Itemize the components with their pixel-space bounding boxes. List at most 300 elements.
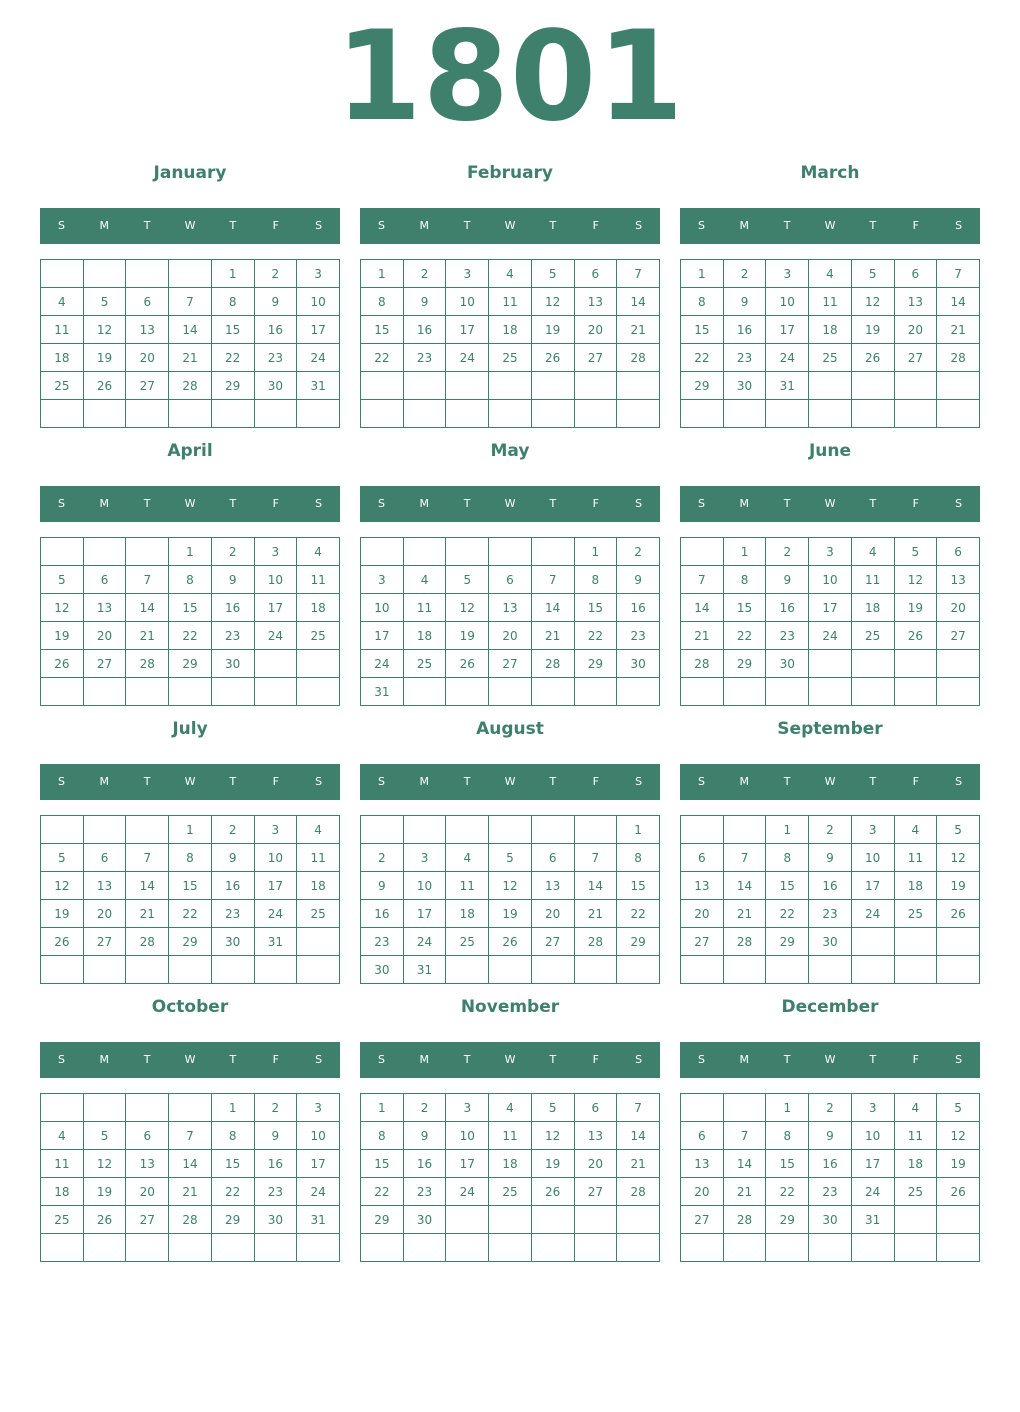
day-cell: 23	[809, 1178, 852, 1206]
day-cell: 14	[617, 288, 660, 316]
day-cell	[446, 678, 489, 706]
weekday-label: S	[315, 1053, 323, 1066]
day-cell: 8	[361, 288, 404, 316]
day-cell: 29	[723, 650, 766, 678]
day-cell: 14	[126, 872, 169, 900]
day-cell: 15	[617, 872, 660, 900]
day-cell: 7	[531, 566, 574, 594]
month-name: September	[777, 719, 883, 739]
day-cell: 7	[681, 566, 724, 594]
day-cell: 31	[766, 372, 809, 400]
day-cell	[41, 538, 84, 566]
day-cell: 13	[681, 872, 724, 900]
day-cell	[446, 538, 489, 566]
day-cell: 13	[574, 288, 617, 316]
day-cell: 3	[403, 844, 446, 872]
day-cell	[126, 678, 169, 706]
day-cell: 7	[169, 1122, 212, 1150]
weekday-label: F	[912, 497, 919, 510]
day-cell: 3	[297, 1094, 340, 1122]
day-cell: 26	[83, 372, 126, 400]
day-cell: 25	[446, 928, 489, 956]
day-cell: 29	[211, 1206, 254, 1234]
day-cell	[681, 956, 724, 984]
week-row	[681, 928, 980, 956]
weekday-label: F	[912, 775, 919, 788]
day-cell: 11	[894, 844, 937, 872]
day-cell: 28	[126, 928, 169, 956]
day-cell: 3	[254, 816, 297, 844]
day-cell	[211, 1234, 254, 1262]
week-row	[41, 594, 340, 622]
day-cell	[894, 956, 937, 984]
day-cell: 13	[489, 594, 532, 622]
day-cell: 4	[894, 1094, 937, 1122]
week-row	[681, 1150, 980, 1178]
weekday-label: W	[824, 497, 836, 510]
day-cell	[41, 956, 84, 984]
day-cell	[126, 1094, 169, 1122]
day-cell: 23	[617, 622, 660, 650]
day-cell: 11	[489, 1122, 532, 1150]
day-cell: 21	[169, 1178, 212, 1206]
day-cell: 27	[126, 372, 169, 400]
day-cell	[937, 372, 980, 400]
day-cell	[937, 678, 980, 706]
day-cell: 24	[403, 928, 446, 956]
week-row	[41, 1150, 340, 1178]
day-cell: 25	[894, 900, 937, 928]
day-cell	[574, 678, 617, 706]
day-cell: 30	[254, 372, 297, 400]
day-cell	[681, 1094, 724, 1122]
day-cell: 4	[403, 566, 446, 594]
day-cell	[489, 1234, 532, 1262]
day-grid	[40, 259, 340, 428]
day-cell: 23	[361, 928, 404, 956]
month-name: January	[153, 163, 227, 183]
weekday-label: T	[549, 1053, 557, 1066]
week-row	[361, 1150, 660, 1178]
week-row	[361, 650, 660, 678]
day-cell: 13	[531, 872, 574, 900]
day-cell: 2	[403, 260, 446, 288]
week-row	[681, 1178, 980, 1206]
weekday-label: S	[955, 497, 963, 510]
day-cell: 29	[361, 1206, 404, 1234]
day-cell: 4	[809, 260, 852, 288]
day-cell	[254, 956, 297, 984]
week-row	[41, 288, 340, 316]
day-cell: 27	[681, 1206, 724, 1234]
day-cell: 24	[851, 900, 894, 928]
day-cell: 1	[723, 538, 766, 566]
day-cell: 25	[403, 650, 446, 678]
day-cell: 27	[489, 650, 532, 678]
weekday-label: M	[419, 1053, 430, 1066]
weekday-label: W	[504, 497, 516, 510]
day-cell: 27	[83, 928, 126, 956]
day-cell: 9	[617, 566, 660, 594]
day-cell	[169, 678, 212, 706]
day-cell: 30	[211, 928, 254, 956]
day-cell: 19	[851, 316, 894, 344]
day-cell	[851, 928, 894, 956]
day-cell: 19	[489, 900, 532, 928]
day-cell: 1	[766, 1094, 809, 1122]
day-cell: 2	[211, 816, 254, 844]
weekday-header	[40, 764, 340, 800]
day-cell	[681, 400, 724, 428]
day-cell: 31	[297, 1206, 340, 1234]
day-cell	[489, 956, 532, 984]
day-grid	[680, 815, 980, 984]
day-cell: 7	[723, 1122, 766, 1150]
day-cell	[531, 372, 574, 400]
day-cell	[361, 1234, 404, 1262]
day-cell: 22	[361, 344, 404, 372]
day-cell	[894, 372, 937, 400]
day-cell: 29	[574, 650, 617, 678]
day-cell: 2	[403, 1094, 446, 1122]
day-cell: 28	[723, 1206, 766, 1234]
day-cell: 3	[766, 260, 809, 288]
day-cell: 2	[254, 1094, 297, 1122]
weekday-label: T	[869, 219, 877, 232]
day-cell: 9	[403, 1122, 446, 1150]
week-row	[41, 1094, 340, 1122]
week-row	[361, 900, 660, 928]
day-cell: 13	[937, 566, 980, 594]
day-cell: 9	[254, 288, 297, 316]
weekday-header	[40, 1042, 340, 1078]
day-cell	[254, 1234, 297, 1262]
day-cell: 3	[851, 816, 894, 844]
day-cell: 20	[681, 1178, 724, 1206]
weekday-label: S	[697, 219, 705, 232]
day-cell: 4	[851, 538, 894, 566]
week-row	[41, 566, 340, 594]
day-cell	[531, 816, 574, 844]
day-cell	[681, 678, 724, 706]
day-cell	[723, 1094, 766, 1122]
day-cell: 18	[446, 900, 489, 928]
weekday-label: F	[272, 219, 279, 232]
day-cell: 6	[126, 1122, 169, 1150]
weekday-label: F	[912, 1053, 919, 1066]
day-cell: 31	[361, 678, 404, 706]
day-grid	[680, 537, 980, 706]
day-cell	[937, 928, 980, 956]
day-cell: 3	[851, 1094, 894, 1122]
day-cell: 20	[83, 900, 126, 928]
day-cell: 14	[531, 594, 574, 622]
day-cell: 16	[723, 316, 766, 344]
weekday-header	[40, 208, 340, 244]
day-cell: 28	[681, 650, 724, 678]
day-cell: 8	[169, 844, 212, 872]
day-cell	[617, 678, 660, 706]
day-cell: 25	[489, 1178, 532, 1206]
day-cell	[254, 400, 297, 428]
day-cell: 9	[361, 872, 404, 900]
weekday-label: T	[143, 497, 151, 510]
weekday-label: S	[697, 775, 705, 788]
day-cell: 5	[41, 566, 84, 594]
weekday-label: S	[377, 219, 385, 232]
day-cell: 23	[403, 344, 446, 372]
weekday-header	[40, 486, 340, 522]
weekday-label: F	[272, 1053, 279, 1066]
day-cell: 28	[723, 928, 766, 956]
week-row	[681, 650, 980, 678]
day-cell	[211, 956, 254, 984]
day-cell: 16	[254, 1150, 297, 1178]
weekday-label: M	[739, 219, 750, 232]
weekday-label: F	[912, 219, 919, 232]
week-row	[41, 622, 340, 650]
day-cell: 30	[361, 956, 404, 984]
day-cell: 7	[617, 260, 660, 288]
day-cell	[681, 1234, 724, 1262]
day-cell	[41, 1234, 84, 1262]
day-cell: 27	[126, 1206, 169, 1234]
day-cell	[531, 1206, 574, 1234]
day-cell: 25	[41, 372, 84, 400]
day-cell	[126, 260, 169, 288]
weekday-label: S	[57, 1053, 65, 1066]
day-grid	[680, 1093, 980, 1262]
day-cell: 24	[851, 1178, 894, 1206]
day-cell	[617, 1234, 660, 1262]
week-row	[681, 872, 980, 900]
week-row	[361, 1178, 660, 1206]
day-cell: 2	[809, 816, 852, 844]
day-cell	[723, 956, 766, 984]
day-cell	[531, 1234, 574, 1262]
weekday-header	[680, 486, 980, 522]
day-cell: 7	[126, 844, 169, 872]
day-cell: 6	[574, 1094, 617, 1122]
day-cell: 9	[211, 566, 254, 594]
weekday-label: T	[463, 497, 471, 510]
weekday-header	[360, 764, 660, 800]
day-cell: 31	[254, 928, 297, 956]
day-cell	[41, 816, 84, 844]
day-cell: 23	[211, 622, 254, 650]
day-cell	[446, 1206, 489, 1234]
weekday-label: M	[739, 775, 750, 788]
week-row	[41, 1178, 340, 1206]
day-cell: 28	[531, 650, 574, 678]
day-cell: 21	[723, 1178, 766, 1206]
day-cell	[169, 1234, 212, 1262]
day-cell: 25	[297, 622, 340, 650]
month-name: April	[167, 441, 213, 461]
week-row	[41, 1122, 340, 1150]
day-cell: 19	[446, 622, 489, 650]
day-cell	[894, 400, 937, 428]
day-cell: 3	[446, 1094, 489, 1122]
day-grid	[360, 1093, 660, 1262]
weekday-header	[680, 208, 980, 244]
weekday-label: T	[549, 775, 557, 788]
week-row	[361, 872, 660, 900]
day-grid	[360, 537, 660, 706]
day-cell: 13	[83, 594, 126, 622]
day-cell: 24	[446, 1178, 489, 1206]
week-row	[681, 538, 980, 566]
day-cell: 8	[169, 566, 212, 594]
day-cell: 21	[126, 622, 169, 650]
day-cell: 9	[403, 288, 446, 316]
day-cell: 28	[617, 1178, 660, 1206]
year-title: 1801	[335, 5, 685, 149]
day-cell: 17	[361, 622, 404, 650]
day-cell: 15	[766, 872, 809, 900]
day-cell: 14	[574, 872, 617, 900]
day-cell: 14	[681, 594, 724, 622]
day-grid	[360, 815, 660, 984]
week-row	[681, 1234, 980, 1262]
day-cell	[211, 400, 254, 428]
day-cell: 20	[126, 1178, 169, 1206]
day-cell: 18	[403, 622, 446, 650]
day-cell	[531, 678, 574, 706]
week-row	[681, 844, 980, 872]
day-grid	[360, 259, 660, 428]
day-cell: 29	[766, 1206, 809, 1234]
day-cell	[41, 678, 84, 706]
weekday-label: S	[635, 219, 643, 232]
day-cell: 8	[211, 1122, 254, 1150]
day-cell: 19	[531, 1150, 574, 1178]
day-cell	[83, 400, 126, 428]
weekday-label: S	[57, 497, 65, 510]
weekday-label: F	[592, 219, 599, 232]
day-cell: 17	[446, 1150, 489, 1178]
day-cell	[809, 650, 852, 678]
day-cell	[489, 678, 532, 706]
week-row	[681, 400, 980, 428]
weekday-label: W	[504, 1053, 516, 1066]
day-cell: 27	[574, 1178, 617, 1206]
day-cell: 6	[489, 566, 532, 594]
day-cell: 14	[169, 316, 212, 344]
weekday-label: W	[184, 497, 196, 510]
week-row	[361, 816, 660, 844]
weekday-label: F	[592, 497, 599, 510]
day-cell: 11	[403, 594, 446, 622]
day-cell: 20	[489, 622, 532, 650]
day-cell	[723, 1234, 766, 1262]
week-row	[681, 594, 980, 622]
day-cell: 15	[169, 872, 212, 900]
day-cell: 1	[169, 538, 212, 566]
day-cell	[41, 1094, 84, 1122]
day-cell	[809, 372, 852, 400]
day-cell: 11	[894, 1122, 937, 1150]
day-cell	[489, 400, 532, 428]
day-cell: 13	[681, 1150, 724, 1178]
weekday-label: S	[635, 775, 643, 788]
weekday-header	[680, 1042, 980, 1078]
day-cell: 22	[766, 900, 809, 928]
weekday-label: T	[549, 497, 557, 510]
day-cell: 4	[41, 288, 84, 316]
day-cell	[809, 956, 852, 984]
day-cell: 20	[937, 594, 980, 622]
week-row	[361, 622, 660, 650]
day-cell: 5	[531, 260, 574, 288]
day-cell: 5	[937, 816, 980, 844]
month-name: February	[466, 163, 554, 183]
weekday-label: M	[419, 219, 430, 232]
week-row	[681, 956, 980, 984]
day-cell: 29	[681, 372, 724, 400]
day-cell: 31	[403, 956, 446, 984]
day-cell: 2	[254, 260, 297, 288]
day-cell: 6	[894, 260, 937, 288]
day-cell: 24	[446, 344, 489, 372]
day-cell	[617, 372, 660, 400]
day-cell: 8	[211, 288, 254, 316]
day-cell	[937, 650, 980, 678]
day-cell: 24	[809, 622, 852, 650]
day-cell	[894, 928, 937, 956]
day-cell: 24	[297, 344, 340, 372]
day-cell: 25	[809, 344, 852, 372]
day-cell: 15	[766, 1150, 809, 1178]
day-cell: 1	[574, 538, 617, 566]
day-cell	[297, 956, 340, 984]
day-cell: 14	[723, 872, 766, 900]
day-cell: 12	[83, 1150, 126, 1178]
day-cell: 1	[361, 1094, 404, 1122]
day-cell: 18	[809, 316, 852, 344]
day-cell: 24	[254, 900, 297, 928]
day-cell: 7	[574, 844, 617, 872]
day-cell: 15	[723, 594, 766, 622]
weekday-label: S	[697, 497, 705, 510]
day-cell	[574, 956, 617, 984]
day-cell	[574, 1206, 617, 1234]
week-row	[361, 566, 660, 594]
week-row	[41, 956, 340, 984]
day-cell	[446, 400, 489, 428]
day-cell: 11	[297, 844, 340, 872]
day-cell	[403, 400, 446, 428]
week-row	[41, 928, 340, 956]
day-cell: 15	[361, 316, 404, 344]
day-cell: 28	[169, 372, 212, 400]
day-cell	[894, 1234, 937, 1262]
week-row	[41, 316, 340, 344]
day-cell: 10	[851, 844, 894, 872]
weekday-label: W	[504, 219, 516, 232]
week-row	[681, 900, 980, 928]
day-cell: 17	[254, 594, 297, 622]
day-cell: 5	[531, 1094, 574, 1122]
day-cell: 30	[809, 1206, 852, 1234]
week-row	[361, 1094, 660, 1122]
week-row	[361, 956, 660, 984]
day-cell: 18	[894, 1150, 937, 1178]
day-grid	[40, 815, 340, 984]
day-cell	[403, 372, 446, 400]
day-cell: 23	[723, 344, 766, 372]
day-cell	[403, 816, 446, 844]
